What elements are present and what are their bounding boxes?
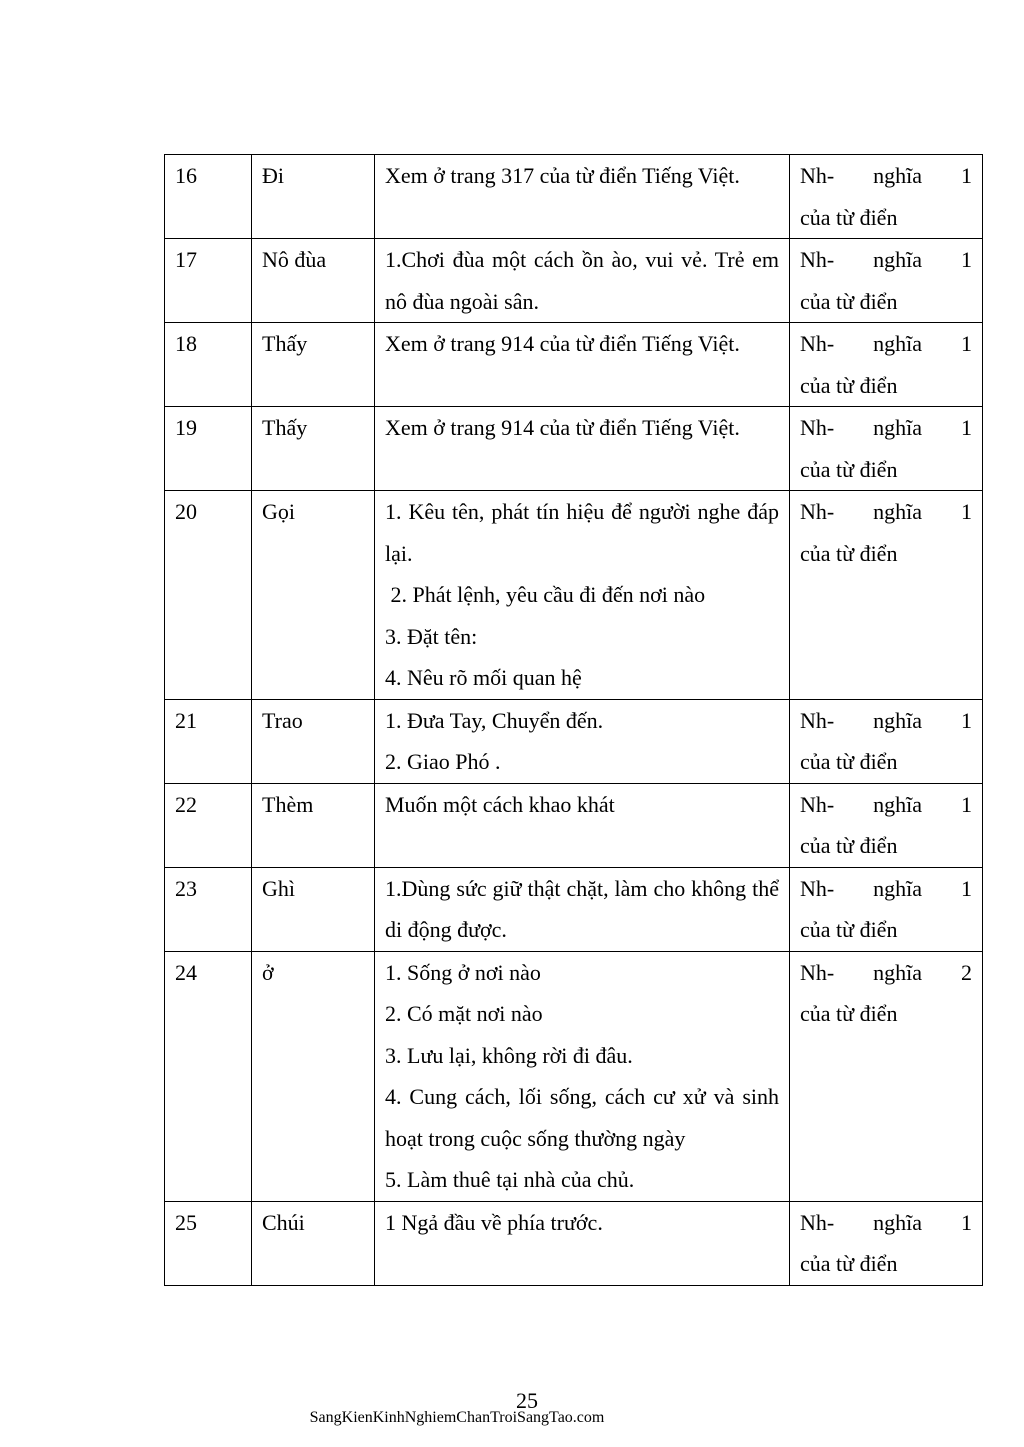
row-word: Thấy	[252, 407, 375, 491]
note-word: 1	[960, 331, 972, 356]
table-body	[165, 155, 983, 1286]
row-definition	[375, 491, 790, 700]
row-number: 19	[165, 407, 252, 491]
note-word: nghĩa	[873, 707, 923, 733]
note-word: Nh-	[800, 875, 835, 901]
table-row	[165, 1201, 983, 1285]
note-word: nghĩa	[873, 959, 923, 985]
note-word: 1	[960, 415, 972, 440]
definition-line: 1 Ngả đầu về phía trước.	[385, 1209, 603, 1235]
note-word: 1	[960, 707, 972, 733]
row-definition	[375, 407, 790, 491]
definition-line: Muốn một cách khao khát	[385, 791, 615, 817]
table-row	[165, 867, 983, 951]
definition-line: 1. Đưa Tay, Chuyển đến.	[385, 707, 604, 733]
page-number: 25	[516, 1388, 538, 1413]
row-word: Ghì	[252, 867, 375, 951]
note-word: Nh-	[800, 331, 835, 356]
table-row	[165, 951, 983, 1201]
note-second-line: của từ điển	[800, 456, 898, 482]
note-word: 1	[960, 1209, 972, 1235]
definition-line: 3. Lưu lại, không rời đi đâu.	[385, 1042, 633, 1068]
note-second-line: của từ điển	[800, 1001, 898, 1026]
note-first-line	[800, 952, 972, 994]
note-word: 1	[960, 247, 972, 272]
note-word: nghĩa	[873, 791, 923, 817]
note-first-line	[800, 700, 972, 742]
definition-line: 2. Phát lệnh, yêu cầu đi đến nơi nào	[385, 582, 706, 607]
definition-line: Xem ở trang 317 của từ điển Tiếng Việt.	[385, 163, 740, 188]
note-word: nghĩa	[873, 163, 923, 188]
definition-line: 1. Kêu tên, phát tín hiệu để người nghe đáp lại.	[385, 499, 785, 566]
row-word: ở	[252, 951, 375, 1201]
note-word: Nh-	[800, 959, 835, 985]
table-row	[165, 323, 983, 407]
row-number: 23	[165, 867, 252, 951]
row-definition	[375, 699, 790, 783]
note-first-line	[800, 868, 972, 910]
table-row	[165, 783, 983, 867]
note-word: Nh-	[800, 415, 835, 440]
note-word: 2	[960, 959, 972, 985]
row-number: 16	[165, 155, 252, 239]
note-word: nghĩa	[873, 499, 923, 524]
row-word: Đi	[252, 155, 375, 239]
row-word: Chúi	[252, 1201, 375, 1285]
note-second-line: của từ điển	[800, 917, 898, 942]
note-word: 1	[960, 875, 972, 901]
note-second-line: của từ điển	[800, 833, 898, 858]
note-first-line	[800, 1202, 972, 1244]
row-definition	[375, 155, 790, 239]
definition-line: 1.Chơi đùa một cách ồn ào, vui vẻ. Trẻ em nô đùa ngoài sân.	[385, 247, 785, 314]
row-number: 25	[165, 1201, 252, 1285]
row-note	[790, 491, 983, 700]
row-number: 21	[165, 699, 252, 783]
definition-line: 4. Nêu rõ mối quan hệ	[385, 665, 582, 690]
row-number: 22	[165, 783, 252, 867]
note-word: 1	[960, 791, 972, 817]
row-number: 24	[165, 951, 252, 1201]
definition-line: Xem ở trang 914 của từ điển Tiếng Việt.	[385, 415, 740, 440]
row-definition	[375, 783, 790, 867]
footer-website: SangKienKinhNghiemChanTroiSangTao.com	[309, 1409, 605, 1426]
note-word: Nh-	[800, 707, 835, 733]
table-row	[165, 155, 983, 239]
note-word: nghĩa	[873, 415, 923, 440]
note-second-line: của từ điển	[800, 749, 898, 774]
definition-line: Xem ở trang 914 của từ điển Tiếng Việt.	[385, 331, 740, 356]
row-number: 20	[165, 491, 252, 700]
row-note	[790, 951, 983, 1201]
row-note	[790, 783, 983, 867]
note-word: nghĩa	[873, 1209, 923, 1235]
row-word: Nô đùa	[252, 239, 375, 323]
table-row	[165, 239, 983, 323]
row-note	[790, 867, 983, 951]
note-word: Nh-	[800, 499, 835, 524]
note-word: 1	[960, 499, 972, 524]
row-word: Thèm	[252, 783, 375, 867]
note-word: nghĩa	[873, 247, 923, 272]
row-word: Gọi	[252, 491, 375, 700]
note-first-line	[800, 491, 972, 533]
note-word: Nh-	[800, 247, 835, 272]
note-second-line: của từ điển	[800, 1251, 898, 1276]
note-second-line: của từ điển	[800, 204, 898, 230]
row-note	[790, 699, 983, 783]
definition-line: 5. Làm thuê tại nhà của chủ.	[385, 1167, 635, 1192]
note-word: nghĩa	[873, 875, 923, 901]
note-word: 1	[960, 163, 972, 188]
definition-line: 1.Dùng sức giữ thật chặt, làm cho không thể di động được.	[385, 875, 785, 942]
note-first-line	[800, 155, 972, 197]
row-definition	[375, 323, 790, 407]
row-note	[790, 407, 983, 491]
row-word: Trao	[252, 699, 375, 783]
row-definition	[375, 867, 790, 951]
note-second-line: của từ điển	[800, 540, 898, 566]
row-number: 17	[165, 239, 252, 323]
note-second-line: của từ điển	[800, 372, 898, 398]
row-note	[790, 239, 983, 323]
definition-line: 2. Giao Phó .	[385, 749, 501, 774]
row-note	[790, 323, 983, 407]
table-row	[165, 491, 983, 700]
note-word: Nh-	[800, 163, 835, 188]
note-first-line	[800, 784, 972, 826]
vocabulary-table	[164, 154, 983, 1286]
definition-line: 1. Sống ở nơi nào	[385, 959, 541, 985]
note-first-line	[800, 323, 972, 365]
note-first-line	[800, 239, 972, 281]
row-definition	[375, 1201, 790, 1285]
table-row	[165, 699, 983, 783]
definition-line: 4. Cung cách, lối sống, cách cư xử và sinh hoạt trong cuộc sống thường ngày	[385, 1084, 785, 1151]
definition-line: 3. Đặt tên:	[385, 623, 478, 649]
note-word: nghĩa	[873, 331, 923, 356]
table-row	[165, 407, 983, 491]
row-note	[790, 155, 983, 239]
note-second-line: của từ điển	[800, 288, 898, 314]
row-note	[790, 1201, 983, 1285]
row-definition	[375, 951, 790, 1201]
row-number: 18	[165, 323, 252, 407]
note-word: Nh-	[800, 1209, 835, 1235]
note-word: Nh-	[800, 791, 835, 817]
row-definition	[375, 239, 790, 323]
note-first-line	[800, 407, 972, 449]
row-word: Thấy	[252, 323, 375, 407]
definition-line: 2. Có mặt nơi nào	[385, 1001, 543, 1026]
